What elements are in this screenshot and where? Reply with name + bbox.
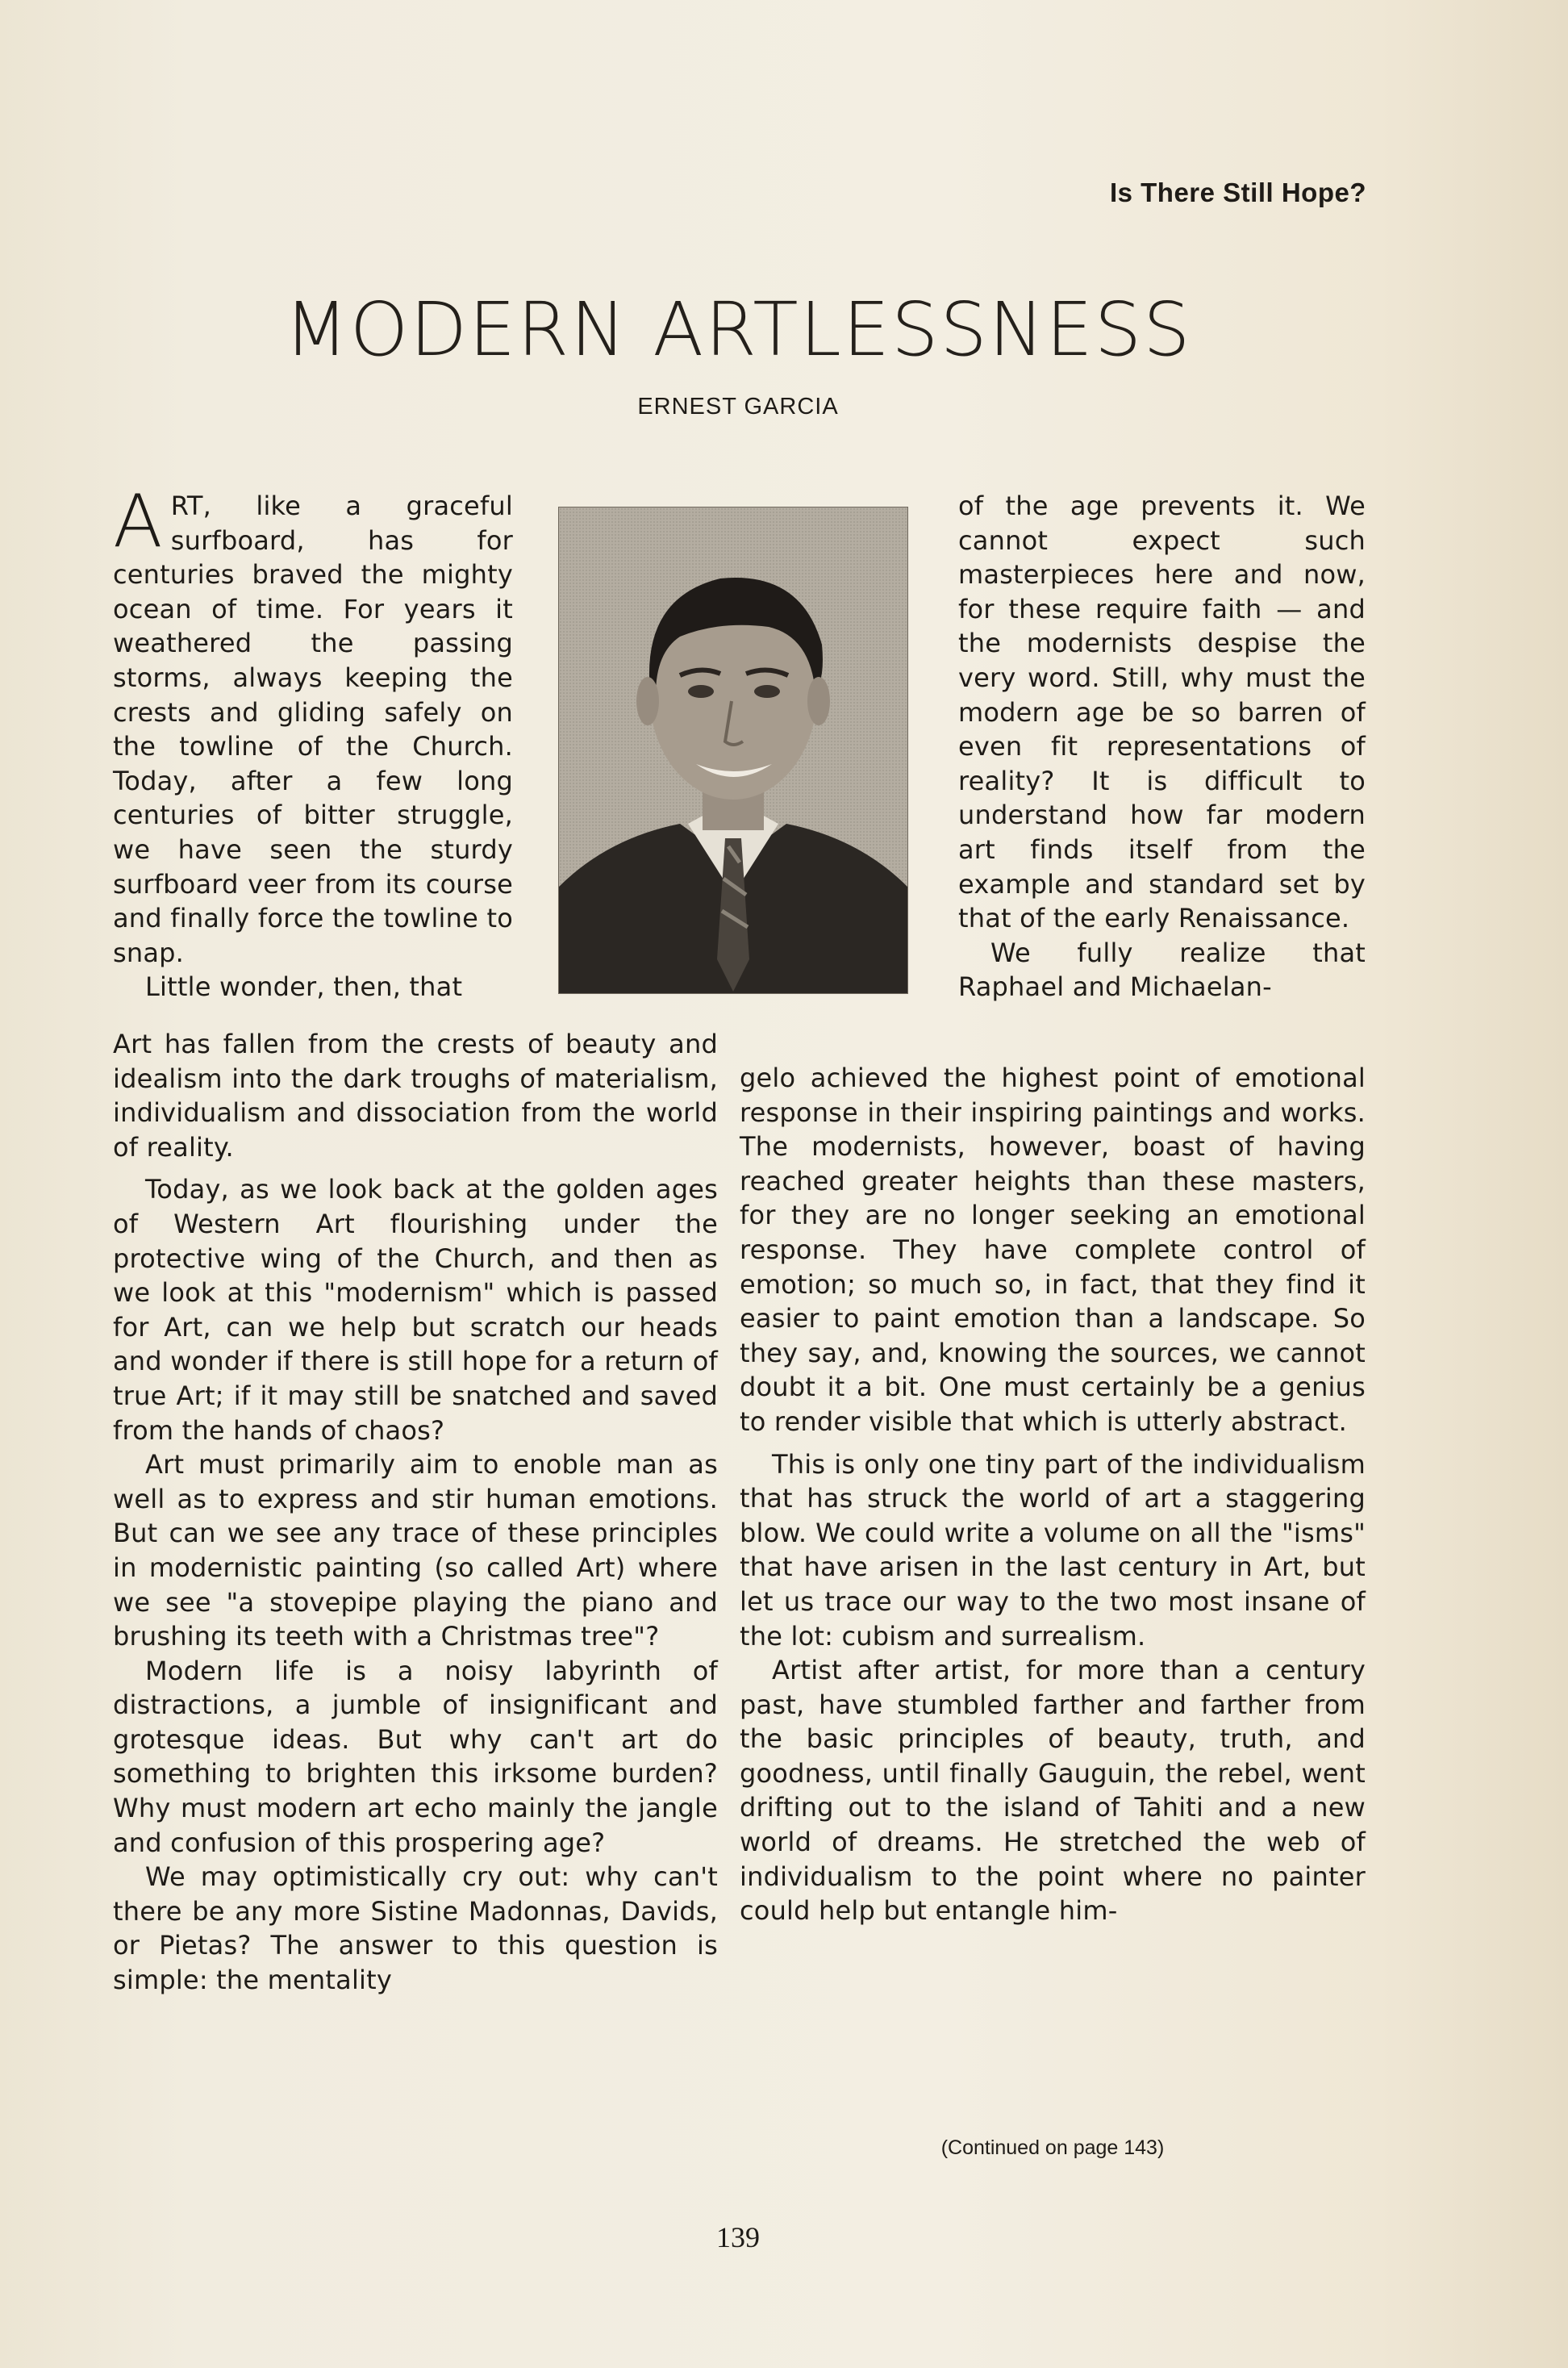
paragraph: We may optimistically cry out: why can't there be any more Sistine Madonnas, Davids, or Pietas? The answer to this question is simple: the mentality [113, 1861, 718, 1996]
paragraph: Art must primarily aim to enoble man as well as to express and stir human emotions. But can we see any trace of these principles in modernistic painting (so called Art) where we see "a stovepipe playing the piano and brushing its teeth with a Christmas tree"? [113, 1449, 718, 1652]
drop-cap: A [113, 479, 163, 564]
paragraph: Modern life is a noisy labyrinth of distractions, a jumble of insignificant and grotesque ideas. But why can't art do something to brighten this irksome burden? Why must modern art echo mainly the jangle and confusion of this prospering age? [113, 1655, 718, 1858]
paragraph-continuation: of the age prevents it. We cannot expect such masterpieces here and now, for these require faith — and the modernists despise the very word. Still, why must the modern age be so barren of even fit representations of reality? It is difficult to understand how far modern art finds itself from the example and standard set by that of the early Renaissance. [958, 491, 1366, 934]
paragraph-text: RT, like a graceful surfboard, has for centuries braved the mighty ocean of time. For years it weathered the passing storms, always keeping the crests and gliding safely on the towline of the Church. Today, after a few long centuries of bitter struggle, we have seen the sturdy surfboard veer from its course and finally force the towline to snap. [113, 491, 513, 968]
page-number: 139 [716, 2221, 760, 2253]
paragraph [113, 479, 513, 970]
column-left-top [113, 479, 513, 1004]
paragraph-start: We fully realize that Raphael and Michaelan- [958, 937, 1366, 1003]
author-byline: ERNEST GARCIA [637, 394, 839, 420]
continued-note: (Continued on page 143) [940, 2136, 1165, 2159]
running-head: Is There Still Hope? [1109, 177, 1366, 207]
paragraph: Today, as we look back at the golden ages of Western Art flourishing under the protective wing of the Church, and then as we look at this "modernism" which is passed for Art, can we help but scratch our heads and wonder if there is still hope for a return of true Art; if it may still be snatched and saved from the hands of chaos? [113, 1174, 718, 1446]
paragraph-continuation: Art has fallen from the crests of beauty and idealism into the dark troughs of materialism, individualism and dissociation from the world of reality. [113, 1029, 718, 1163]
portrait-image [559, 507, 907, 993]
paragraph-start: Little wonder, then, that [145, 971, 463, 1003]
column-right-top [958, 489, 1366, 1004]
paragraph: This is only one tiny part of the individualism that has struck the world of art a staggering blow. We could write a volume on all the "isms" that have arisen in the last century in Art, but let us trace our way to the two most insane of the lot: cubism and surrealism. [740, 1448, 1366, 1652]
article-title: MODERN ARTLESSNESS [284, 286, 1192, 373]
column-right-bottom [740, 1061, 1366, 1928]
author-portrait-photo [558, 507, 908, 994]
paragraph: Artist after artist, for more than a century past, have stumbled farther and farther from the basic principles of beauty, truth, and goodness, until finally Gauguin, the rebel, went drifting out to the island of Tahiti and a new world of dreams. He stretched the web of individualism to the point where no painter could help but entangle him- [740, 1655, 1366, 1927]
paragraph-continuation: gelo achieved the highest point of emotional response in their inspiring paintings and works. The modernists, however, boast of having reached greater heights than these masters, for they are no longer seeking an emotional response. They have complete control of emotion; so much so, in fact, that they find it easier to paint emotion than a landscape. So they say, and, knowing the sources, we cannot doubt it a bit. One must certainly be a genius to render visible that which is utterly abstract. [740, 1063, 1366, 1437]
column-left-bottom [113, 1027, 718, 1998]
